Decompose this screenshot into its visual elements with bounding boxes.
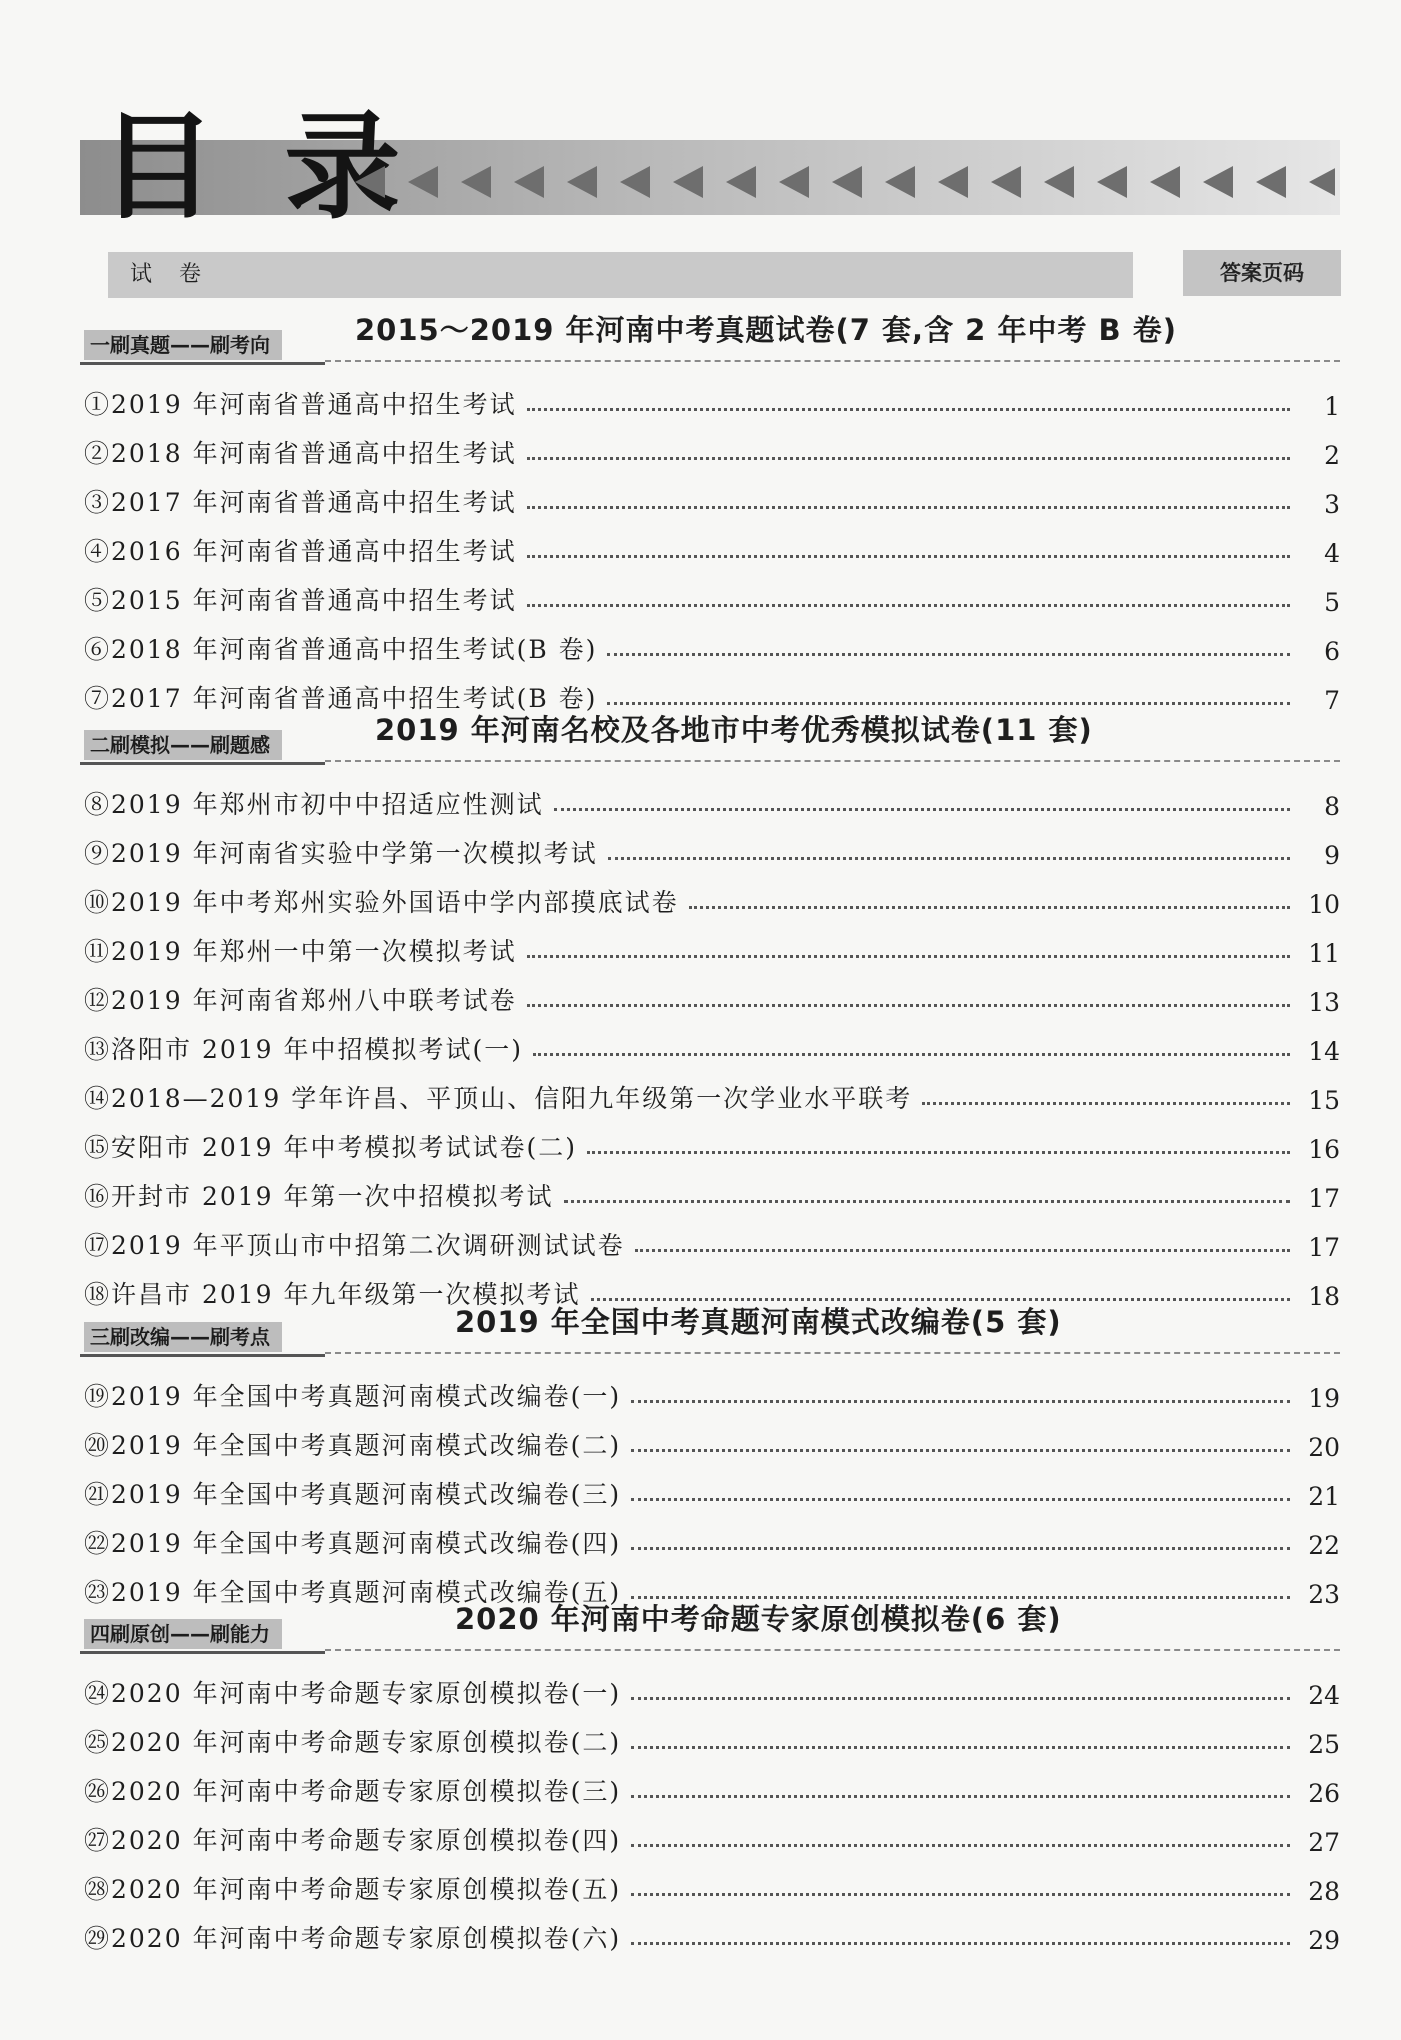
- entry-label: ⑦2017 年河南省普通高中招生考试(B 卷): [84, 684, 598, 713]
- leader-dots: [607, 652, 1290, 656]
- entry-page: 29: [1308, 1926, 1340, 1955]
- arrow-left-icon: [1309, 166, 1335, 198]
- section-real-exams: [80, 308, 1340, 715]
- entry-label: ⑲2019 年全国中考真题河南模式改编卷(一): [84, 1382, 622, 1411]
- entry-list: [80, 772, 1340, 1311]
- entry-page: 8: [1324, 792, 1340, 821]
- section-title: 2019 年河南名校及各地市中考优秀模拟试卷(11 套): [375, 713, 1093, 747]
- entry-page: 11: [1308, 939, 1340, 968]
- section-head: [80, 1597, 1340, 1653]
- entry-label: ⑪2019 年郑州一中第一次模拟考试: [84, 937, 517, 966]
- entry-page: 7: [1324, 686, 1340, 715]
- entry-page: 17: [1308, 1233, 1340, 1262]
- entry-label: ㉓2019 年全国中考真题河南模式改编卷(五): [84, 1578, 622, 1607]
- entry-page: 6: [1324, 637, 1340, 666]
- leader-dots: [631, 1892, 1290, 1896]
- entry-label: ㉘2020 年河南中考命题专家原创模拟卷(五): [84, 1875, 622, 1904]
- leader-dots: [587, 1150, 1290, 1154]
- section-head: [80, 708, 1340, 764]
- section-rule: [80, 1651, 325, 1654]
- entry-page: 27: [1308, 1828, 1340, 1857]
- arrow-left-icon: [1256, 166, 1286, 198]
- leader-dots: [527, 1003, 1290, 1007]
- entry-page: 13: [1308, 988, 1340, 1017]
- arrow-left-icon: [938, 166, 968, 198]
- arrow-left-icon: [355, 166, 385, 198]
- leader-dots: [631, 1497, 1290, 1501]
- toc-entry[interactable]: [80, 1710, 1340, 1759]
- leader-dots: [631, 1546, 1290, 1550]
- entry-label: ㉔2020 年河南中考命题专家原创模拟卷(一): [84, 1679, 622, 1708]
- toc-entry[interactable]: [80, 421, 1340, 470]
- leader-dots: [554, 807, 1290, 811]
- entry-page: 9: [1324, 841, 1340, 870]
- papers-header-bar: [108, 252, 1133, 298]
- entry-page: 24: [1308, 1681, 1340, 1710]
- entry-page: 16: [1308, 1135, 1340, 1164]
- arrow-left-icon: [1203, 166, 1233, 198]
- toc-entry[interactable]: [80, 1661, 1340, 1710]
- arrow-left-icon: [779, 166, 809, 198]
- toc-entry[interactable]: [80, 568, 1340, 617]
- entry-label: ⑤2015 年河南省普通高中招生考试: [84, 586, 517, 615]
- section-title: 2019 年全国中考真题河南模式改编卷(5 套): [455, 1305, 1062, 1339]
- section-head: [80, 1300, 1340, 1356]
- section-tag: 二刷模拟——刷题感: [84, 730, 282, 760]
- toc-entry[interactable]: [80, 1115, 1340, 1164]
- section-original-exams: [80, 1597, 1340, 1955]
- toc-entry[interactable]: [80, 919, 1340, 968]
- entry-page: 22: [1308, 1531, 1340, 1560]
- toc-entry[interactable]: [80, 1511, 1340, 1560]
- toc-entry[interactable]: [80, 1462, 1340, 1511]
- leader-dots: [631, 1448, 1290, 1452]
- leader-dots: [564, 1199, 1290, 1203]
- entry-label: ㉒2019 年全国中考真题河南模式改编卷(四): [84, 1529, 622, 1558]
- section-divider: [325, 360, 1340, 362]
- arrow-left-icon: [461, 166, 491, 198]
- entry-page: 15: [1308, 1086, 1340, 1115]
- entry-label: ⑩2019 年中考郑州实验外国语中学内部摸底试卷: [84, 888, 679, 917]
- leader-dots: [631, 1696, 1290, 1700]
- answer-page-header: 答案页码: [1183, 250, 1341, 296]
- entry-label: ⑬洛阳市 2019 年中招模拟考试(一): [84, 1035, 524, 1064]
- entry-page: 21: [1308, 1482, 1340, 1511]
- toc-entry[interactable]: [80, 772, 1340, 821]
- entry-page: 18: [1308, 1282, 1340, 1311]
- entry-page: 23: [1308, 1580, 1340, 1609]
- entry-label: ⑨2019 年河南省实验中学第一次模拟考试: [84, 839, 598, 868]
- entry-list: [80, 1364, 1340, 1609]
- arrow-left-icon: [1150, 166, 1180, 198]
- entry-page: 25: [1308, 1730, 1340, 1759]
- section-mock-exams: [80, 708, 1340, 1311]
- entry-label: ②2018 年河南省普通高中招生考试: [84, 439, 517, 468]
- entry-page: 17: [1308, 1184, 1340, 1213]
- toc-entry[interactable]: [80, 1808, 1340, 1857]
- arrow-left-icon: [885, 166, 915, 198]
- section-rule: [80, 762, 325, 765]
- leader-dots: [607, 701, 1290, 705]
- leader-dots: [527, 603, 1290, 607]
- toc-entry[interactable]: [80, 470, 1340, 519]
- section-adapted-exams: [80, 1300, 1340, 1609]
- arrow-left-icon: [1097, 166, 1127, 198]
- entry-label: ①2019 年河南省普通高中招生考试: [84, 390, 517, 419]
- section-rule: [80, 1354, 325, 1357]
- entry-label: ⑧2019 年郑州市初中中招适应性测试: [84, 790, 544, 819]
- leader-dots: [631, 1843, 1290, 1847]
- leader-dots: [527, 456, 1290, 460]
- entry-page: 26: [1308, 1779, 1340, 1808]
- section-divider: [325, 760, 1340, 762]
- arrow-left-icon: [726, 166, 756, 198]
- toc-entry[interactable]: [80, 617, 1340, 666]
- arrow-left-icon: [620, 166, 650, 198]
- toc-entry[interactable]: [80, 870, 1340, 919]
- leader-dots: [631, 1399, 1290, 1403]
- toc-entry[interactable]: [80, 372, 1340, 421]
- entry-label: ⑯开封市 2019 年第一次中招模拟考试: [84, 1182, 554, 1211]
- leader-dots: [689, 905, 1290, 909]
- entry-label: ㉑2019 年全国中考真题河南模式改编卷(三): [84, 1480, 622, 1509]
- section-head: [80, 308, 1340, 364]
- arrow-left-icon: [567, 166, 597, 198]
- section-tag: 一刷真题——刷考向: [84, 330, 282, 360]
- entry-label: ⑱许昌市 2019 年九年级第一次模拟考试: [84, 1280, 581, 1309]
- entry-label: ③2017 年河南省普通高中招生考试: [84, 488, 517, 517]
- entry-list: [80, 372, 1340, 715]
- entry-label: ㉙2020 年河南中考命题专家原创模拟卷(六): [84, 1924, 622, 1953]
- entry-page: 10: [1308, 890, 1340, 919]
- entry-label: ⑰2019 年平顶山市中招第二次调研测试试卷: [84, 1231, 625, 1260]
- arrow-left-icon: [1044, 166, 1074, 198]
- leader-dots: [631, 1745, 1290, 1749]
- toc-entry[interactable]: [80, 1364, 1340, 1413]
- arrow-left-icon: [991, 166, 1021, 198]
- toc-entry[interactable]: [80, 1213, 1340, 1262]
- section-divider: [325, 1352, 1340, 1354]
- arrow-left-icon: [832, 166, 862, 198]
- toc-entry[interactable]: [80, 1164, 1340, 1213]
- section-tag: 四刷原创——刷能力: [84, 1619, 282, 1649]
- section-divider: [325, 1649, 1340, 1651]
- section-title: 2020 年河南中考命题专家原创模拟卷(6 套): [455, 1602, 1062, 1636]
- papers-header-label: 试 卷: [130, 262, 211, 287]
- toc-entry[interactable]: [80, 1906, 1340, 1955]
- leader-dots: [608, 856, 1290, 860]
- entry-page: 14: [1308, 1037, 1340, 1066]
- leader-dots: [533, 1052, 1290, 1056]
- entry-page: 20: [1308, 1433, 1340, 1462]
- entry-page: 2: [1324, 441, 1340, 470]
- toc-entry[interactable]: [80, 1413, 1340, 1462]
- entry-label: ㉗2020 年河南中考命题专家原创模拟卷(四): [84, 1826, 622, 1855]
- leader-dots: [922, 1101, 1290, 1105]
- entry-label: ⑫2019 年河南省郑州八中联考试卷: [84, 986, 517, 1015]
- toc-entry[interactable]: [80, 1759, 1340, 1808]
- arrow-left-icon: [514, 166, 544, 198]
- entry-label: ⑥2018 年河南省普通高中招生考试(B 卷): [84, 635, 598, 664]
- leader-dots: [631, 1794, 1290, 1798]
- toc-entry[interactable]: [80, 519, 1340, 568]
- toc-entry[interactable]: [80, 968, 1340, 1017]
- entry-label: ㉕2020 年河南中考命题专家原创模拟卷(二): [84, 1728, 622, 1757]
- entry-label: ⑭2018—2019 学年许昌、平顶山、信阳九年级第一次学业水平联考: [84, 1084, 913, 1113]
- entry-list: [80, 1661, 1340, 1955]
- leader-dots: [631, 1941, 1290, 1945]
- section-rule: [80, 362, 325, 365]
- leader-dots: [527, 954, 1290, 958]
- leader-dots: [527, 505, 1290, 509]
- arrow-left-icon: [408, 166, 438, 198]
- toc-entry[interactable]: [80, 1066, 1340, 1115]
- entry-page: 1: [1324, 392, 1340, 421]
- leader-dots: [527, 554, 1290, 558]
- entry-page: 5: [1324, 588, 1340, 617]
- leader-dots: [527, 407, 1290, 411]
- section-tag: 三刷改编——刷考点: [84, 1322, 282, 1352]
- leader-dots: [635, 1248, 1290, 1252]
- entry-label: ⑳2019 年全国中考真题河南模式改编卷(二): [84, 1431, 622, 1460]
- entry-label: ⑮安阳市 2019 年中考模拟考试试卷(二): [84, 1133, 578, 1162]
- entry-page: 3: [1324, 490, 1340, 519]
- entry-label: ④2016 年河南省普通高中招生考试: [84, 537, 517, 566]
- decorative-arrow-row: [355, 160, 1335, 204]
- arrow-left-icon: [673, 166, 703, 198]
- entry-label: ㉖2020 年河南中考命题专家原创模拟卷(三): [84, 1777, 622, 1806]
- entry-page: 28: [1308, 1877, 1340, 1906]
- toc-entry[interactable]: [80, 1857, 1340, 1906]
- page-title: 目 录: [100, 100, 415, 235]
- toc-entry[interactable]: [80, 1017, 1340, 1066]
- section-title: 2015～2019 年河南中考真题试卷(7 套,含 2 年中考 B 卷): [355, 313, 1177, 347]
- toc-entry[interactable]: [80, 821, 1340, 870]
- entry-page: 19: [1308, 1384, 1340, 1413]
- entry-page: 4: [1324, 539, 1340, 568]
